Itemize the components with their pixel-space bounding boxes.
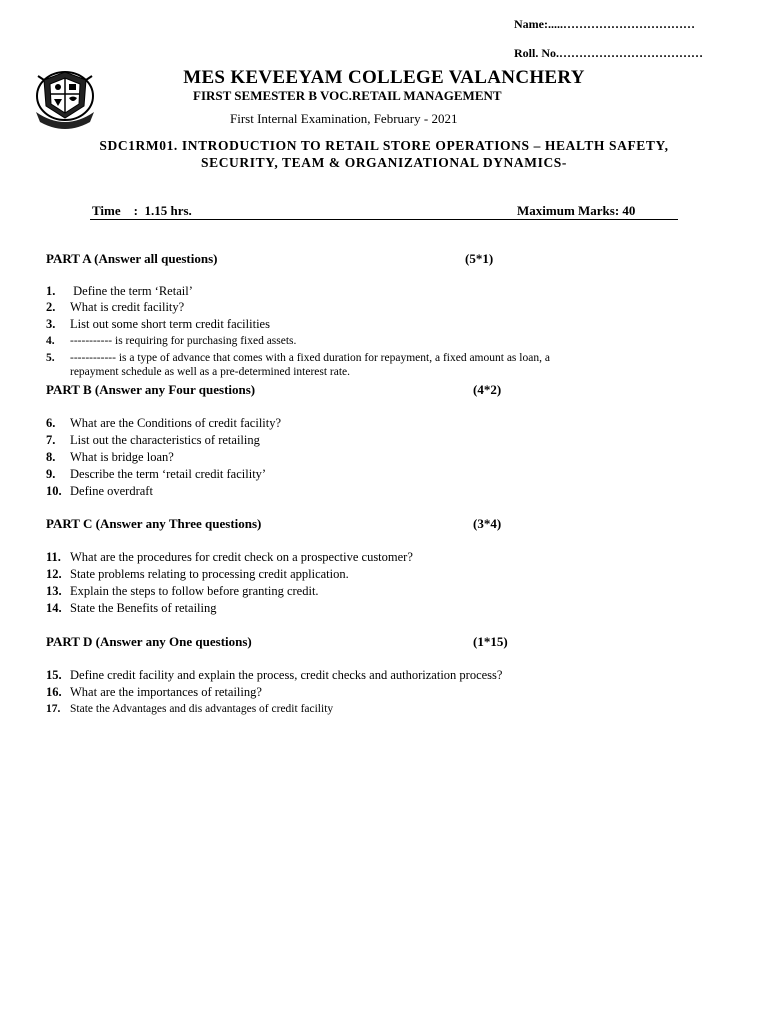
question-text: State the Benefits of retailing: [70, 601, 217, 615]
part-b-heading: PART B (Answer any Four questions): [46, 382, 256, 397]
question-text: ------------ is a type of advance that comes with a fixed duration for repayment, a fixed amount as loan, a: [70, 352, 550, 364]
part-d-marks: (1*15): [473, 634, 508, 649]
exam-duration: Time : 1.15 hrs.: [92, 203, 192, 218]
question-text: State the Advantages and dis advantages of credit facility: [70, 703, 334, 715]
question-number: 14.: [46, 601, 62, 615]
part-b-marks: (4*2): [473, 382, 502, 397]
question-5: [46, 350, 696, 367]
question-3: [46, 316, 696, 333]
question-number: 16.: [46, 685, 62, 699]
question-number: 13.: [46, 584, 62, 598]
question-8: [46, 449, 696, 466]
part-a-marks: (5*1): [465, 251, 494, 266]
question-number: 8.: [46, 450, 56, 464]
question-text: List out the characteristics of retailing: [70, 433, 260, 447]
subject-title-line-2: SECURITY, TEAM & ORGANIZATIONAL DYNAMICS-: [200, 155, 568, 170]
question-text: Define the term ‘Retail’: [70, 284, 193, 298]
roll-number-field-label: Roll. No.………………………………: [514, 46, 703, 60]
question-number: 11.: [46, 550, 61, 564]
question-1: [46, 283, 696, 300]
question-text: Define credit facility and explain the process, credit checks and authorization process?: [70, 668, 503, 682]
question-text: What is bridge loan?: [70, 450, 174, 464]
question-text: ----------- is requiring for purchasing fixed assets.: [70, 335, 297, 347]
subject-title: [0, 137, 768, 171]
question-number: 2.: [46, 300, 56, 314]
question-2: [46, 299, 696, 316]
question-number: 6.: [46, 416, 56, 430]
part-a-heading: PART A (Answer all questions): [46, 251, 218, 266]
question-number: 3.: [46, 317, 56, 331]
question-16: [46, 684, 696, 701]
header-divider: [90, 219, 678, 220]
question-number: 5.: [46, 352, 55, 364]
question-number: 15.: [46, 668, 62, 682]
question-9: [46, 466, 696, 483]
college-name-title: MES KEVEEYAM COLLEGE VALANCHERY: [183, 67, 585, 88]
part-c-marks: (3*4): [473, 516, 502, 531]
question-number: 9.: [46, 467, 56, 481]
question-text: List out some short term credit facilities: [70, 317, 270, 331]
question-text: Explain the steps to follow before granting credit.: [70, 584, 319, 598]
question-number: 1.: [46, 284, 56, 298]
course-title: FIRST SEMESTER B VOC.RETAIL MANAGEMENT: [193, 88, 502, 103]
question-17: [46, 701, 696, 718]
question-number: 17.: [46, 703, 61, 715]
name-field-label: Name:.....……………………………: [514, 17, 695, 31]
part-d-heading: PART D (Answer any One questions): [46, 634, 252, 649]
question-4: [46, 333, 696, 350]
question-15: [46, 667, 696, 684]
question-14: [46, 600, 696, 617]
exam-title: First Internal Examination, February - 2021: [230, 111, 458, 126]
question-text: Define overdraft: [70, 484, 153, 498]
question-text: State problems relating to processing credit application.: [70, 567, 349, 581]
part-c-heading: PART C (Answer any Three questions): [46, 516, 262, 531]
question-10: [46, 483, 696, 500]
question-text: What are the procedures for credit check on a prospective customer?: [70, 550, 413, 564]
question-text: What are the importances of retailing?: [70, 685, 262, 699]
question-number: 4.: [46, 335, 55, 347]
question-7: [46, 432, 696, 449]
question-11: [46, 549, 696, 566]
question-number: 12.: [46, 567, 62, 581]
question-text: What is credit facility?: [70, 300, 185, 314]
maximum-marks: Maximum Marks: 40: [517, 203, 636, 218]
question-5-continuation: repayment schedule as well as a pre-determined interest rate.: [70, 366, 351, 378]
subject-title-line-1: SDC1RM01. INTRODUCTION TO RETAIL STORE OPERATIONS – HEALTH SAFETY,: [99, 138, 669, 153]
question-text: Describe the term ‘retail credit facility’: [70, 467, 267, 481]
question-13: [46, 583, 696, 600]
question-12: [46, 566, 696, 583]
question-6: [46, 415, 696, 432]
question-number: 7.: [46, 433, 56, 447]
question-text: What are the Conditions of credit facility?: [70, 416, 282, 430]
question-number: 10.: [46, 484, 62, 498]
